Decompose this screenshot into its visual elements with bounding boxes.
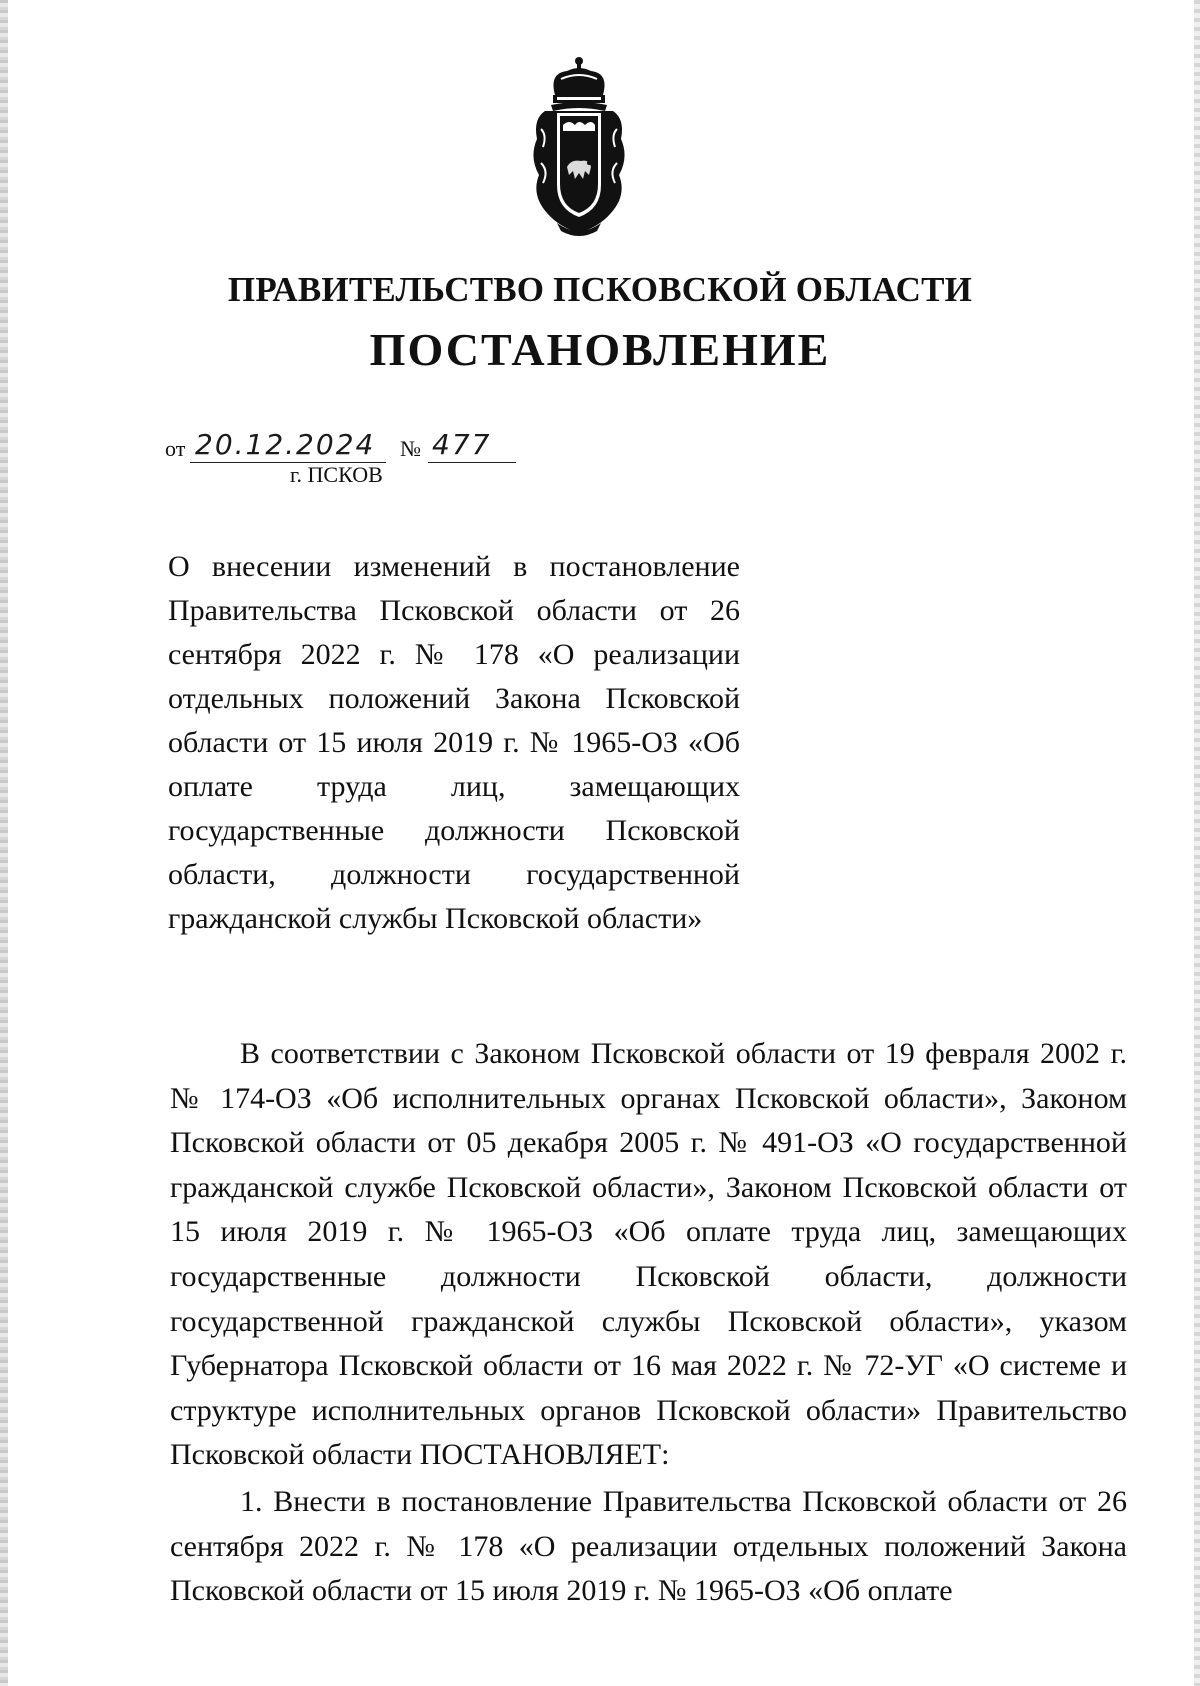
- document-number: 477: [432, 428, 492, 461]
- document-body: [170, 1032, 1127, 1614]
- date-prefix: от: [165, 436, 186, 461]
- body-preamble: В соответствии с Законом Псковской области от 19 февраля 2002 г. № 174-ОЗ «Об исполнительных органах Псковской области», Законом Псковской области от 05 декабря 2005 г. № 491-ОЗ «О государственной гражданской службе Псковской области», Законом Псковской области от 15 июля 2019 г. № 1965-ОЗ «Об оплате труда лиц, замещающих государственные должности Псковской области, должности государственной гражданской службы Псковской области», указом Губернатора Псковской области от 16 мая 2022 г. № 72-УГ «О системе и структуре исполнительных органов Псковской области» Правительство Псковской области ПОСТАНОВЛЯЕТ:: [170, 1037, 1127, 1472]
- scan-edge-right: [1194, 0, 1200, 1686]
- government-title: ПРАВИТЕЛЬСТВО ПСКОВСКОЙ ОБЛАСТИ: [227, 270, 973, 309]
- city: г. ПСКОВ: [290, 462, 383, 487]
- document-type: ПОСТАНОВЛЕНИЕ: [369, 324, 831, 375]
- number-underline: [428, 462, 516, 463]
- coat-of-arms-icon: [527, 55, 631, 237]
- body-item-1: 1. Внести в постановление Правительства Псковской области от 26 сентября 2022 г. № 178 «О реализации отдельных положений Закона Псковской области от 15 июля 2019 г. № 1965-ОЗ «Об оплате: [170, 1484, 1127, 1608]
- scan-edge-left: [0, 0, 8, 1686]
- number-prefix: №: [400, 436, 421, 461]
- document-subject: О внесении изменений в постановление Правительства Псковской области от 26 сентября 2022 г. № 178 «О реализации отдельных положений Закона Псковской области от 15 июля 2019 г. № 1965-ОЗ «Об оплате труда лиц, замещающих государственные должности Псковской области, должности государственной гражданской службы Псковской области»: [168, 550, 740, 935]
- document-date: 20.12.2024: [195, 428, 376, 461]
